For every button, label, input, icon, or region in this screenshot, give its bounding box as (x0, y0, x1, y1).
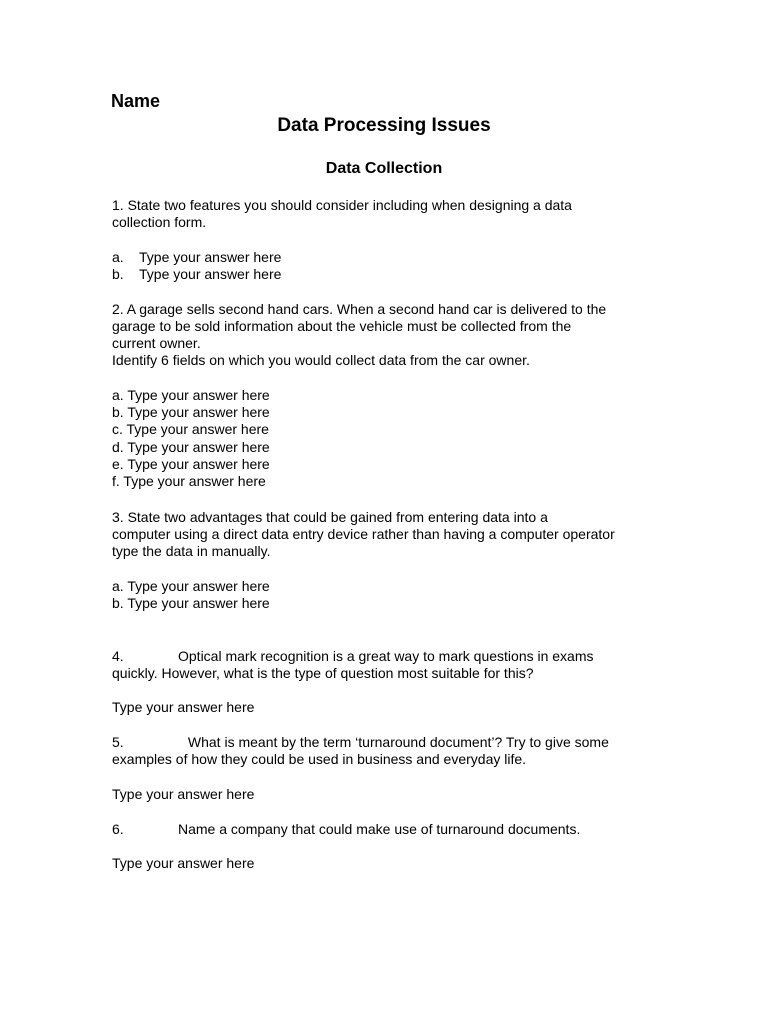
q4-text: Optical mark recognition is a great way to mark questions in exams (178, 648, 594, 664)
q5-number: 5. (112, 734, 124, 750)
q4-line2: quickly. However, what is the type of question most suitable for this? (112, 665, 534, 681)
q2-line3: current owner. (112, 335, 201, 351)
q5-text: What is meant by the term ‘turnaround document’? Try to give some (184, 734, 609, 750)
q6-number: 6. (112, 821, 124, 837)
q6-text: Name a company that could make use of turnaround documents. (178, 821, 581, 837)
q1-answer-b[interactable] (112, 266, 281, 284)
q5-line2: examples of how they could be used in business and everyday life. (112, 751, 527, 767)
q5-line1 (112, 734, 609, 752)
q5-answer[interactable]: Type your answer here (112, 786, 255, 802)
q2-answer-f[interactable]: f. Type your answer here (112, 473, 266, 489)
q3-line1: 3. State two advantages that could be gained from entering data into a (112, 509, 548, 525)
q2-answer-e[interactable]: e. Type your answer here (112, 456, 270, 472)
q1-line2: collection form. (112, 214, 207, 230)
q2-answer-b[interactable]: b. Type your answer here (112, 404, 270, 420)
name-label: Name (111, 91, 161, 111)
answer-label: b. (112, 266, 124, 282)
section-heading: Data Collection (325, 160, 443, 177)
q2-answer-a[interactable]: a. Type your answer here (112, 387, 270, 403)
q2-answer-d[interactable]: d. Type your answer here (112, 439, 270, 455)
q6-line1 (112, 821, 580, 839)
q6-answer[interactable]: Type your answer here (112, 855, 255, 871)
q2-answer-c[interactable]: c. Type your answer here (112, 421, 269, 437)
q4-line1 (112, 648, 594, 666)
q2-line2: garage to be sold information about the vehicle must be collected from the (112, 318, 572, 334)
answer-text[interactable]: Type your answer here (139, 249, 282, 265)
q1-answer-a[interactable] (112, 249, 281, 267)
q3-answer-b[interactable]: b. Type your answer here (112, 595, 270, 611)
document-title: Data Processing Issues (277, 115, 491, 136)
q4-number: 4. (112, 648, 124, 664)
q3-answer-a[interactable]: a. Type your answer here (112, 578, 270, 594)
q3-line2: computer using a direct data entry device rather than having a computer operator (112, 526, 615, 542)
answer-label: a. (112, 249, 124, 265)
answer-text[interactable]: Type your answer here (139, 266, 282, 282)
q1-line1: 1. State two features you should consider including when designing a data (112, 197, 572, 213)
q3-line3: type the data in manually. (112, 543, 271, 559)
q2-line4: Identify 6 fields on which you would collect data from the car owner. (112, 352, 530, 368)
q2-line1: 2. A garage sells second hand cars. When a second hand car is delivered to the (112, 301, 607, 317)
q4-answer[interactable]: Type your answer here (112, 699, 255, 715)
